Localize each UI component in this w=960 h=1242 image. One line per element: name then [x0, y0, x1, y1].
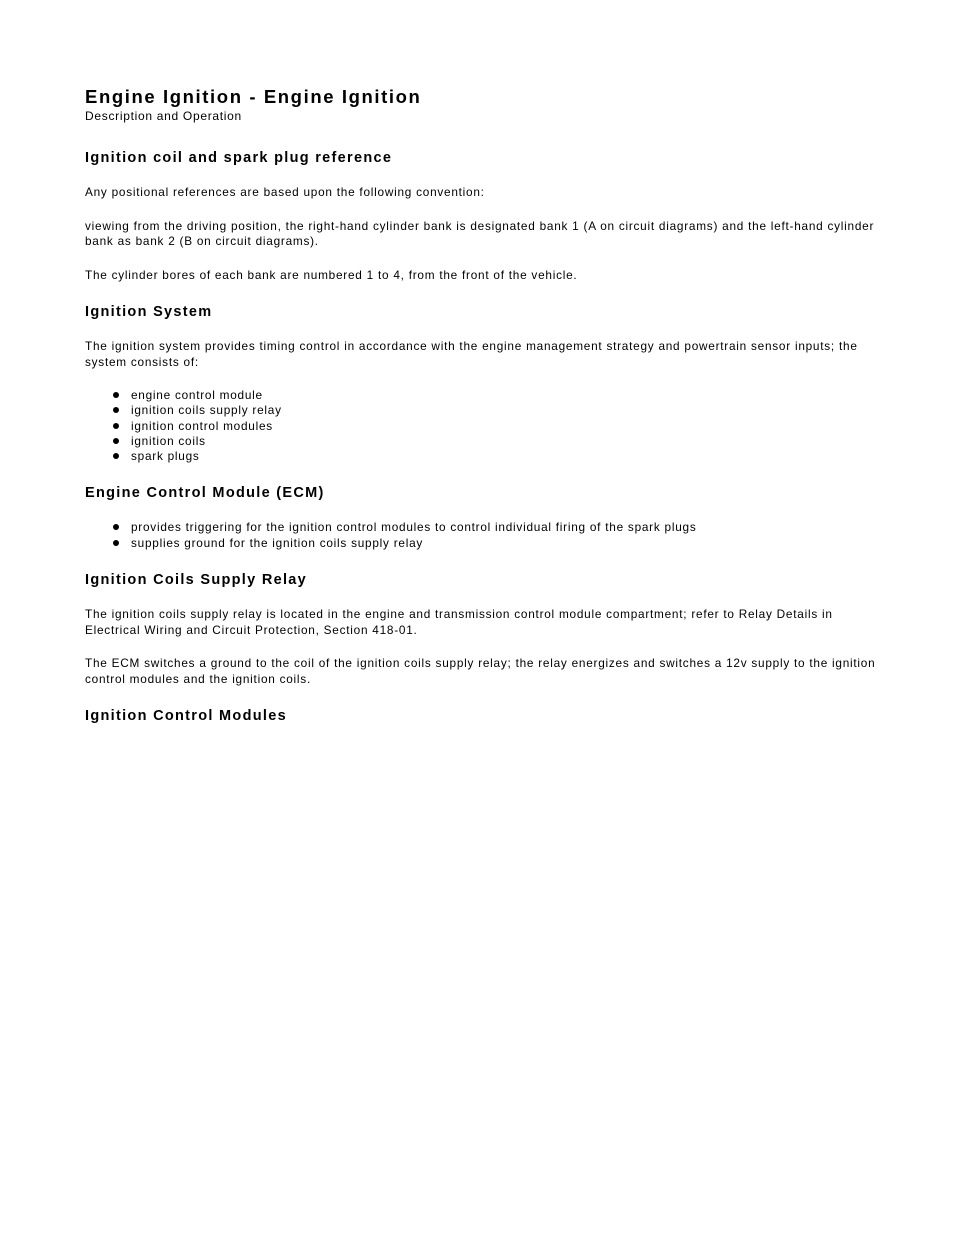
bullet-icon: [113, 453, 119, 459]
page-title: Engine Ignition - Engine Ignition: [85, 86, 422, 107]
list-item: spark plugs: [113, 449, 885, 464]
bullet-icon: [113, 438, 119, 444]
ecm-list: [85, 520, 885, 551]
bullet-icon: [113, 392, 119, 398]
page-subtitle: Description and Operation: [85, 109, 242, 123]
section-heading-reference: Ignition coil and spark plug reference: [85, 150, 393, 166]
list-item: ignition coils: [113, 434, 885, 449]
ignition-system-paragraph: The ignition system provides timing control in accordance with the engine management strategy and powertrain sensor inputs; the system consists of:: [85, 339, 858, 369]
document-page: [85, 86, 885, 725]
relay-paragraph-1: The ignition coils supply relay is located in the engine and transmission control module compartment; refer to Relay Details in Electrical Wiring and Circuit Protection, Section 418-01.: [85, 607, 833, 637]
list-item: engine control module: [113, 388, 885, 403]
reference-paragraph-2: viewing from the driving position, the right-hand cylinder bank is designated bank 1 (A on circuit diagrams) and the left-hand cylinder bank as bank 2 (B on circuit diagrams).: [85, 218, 875, 248]
section-heading-relay: Ignition Coils Supply Relay: [85, 572, 308, 589]
list-item: ignition coils supply relay: [113, 403, 885, 418]
section-heading-ecm: Engine Control Module (ECM): [85, 485, 325, 502]
bullet-icon: [113, 524, 119, 530]
relay-paragraph-2: The ECM switches a ground to the coil of the ignition coils supply relay; the relay energizes and switches a 12v supply to the ignition control modules and the ignition coils.: [85, 656, 876, 686]
list-item: supplies ground for the ignition coils supply relay: [113, 536, 885, 551]
section-heading-icm: Ignition Control Modules: [85, 708, 287, 725]
bullet-icon: [113, 540, 119, 546]
list-item: ignition control modules: [113, 419, 885, 434]
ignition-system-list: [85, 388, 885, 464]
reference-paragraph-3: The cylinder bores of each bank are numbered 1 to 4, from the front of the vehicle.: [85, 267, 578, 282]
list-item: provides triggering for the ignition control modules to control individual firing of the spark plugs: [113, 520, 885, 535]
bullet-icon: [113, 407, 119, 413]
bullet-icon: [113, 423, 119, 429]
section-heading-ignition-system: Ignition System: [85, 304, 213, 320]
reference-paragraph-1: Any positional references are based upon the following convention:: [85, 185, 485, 199]
